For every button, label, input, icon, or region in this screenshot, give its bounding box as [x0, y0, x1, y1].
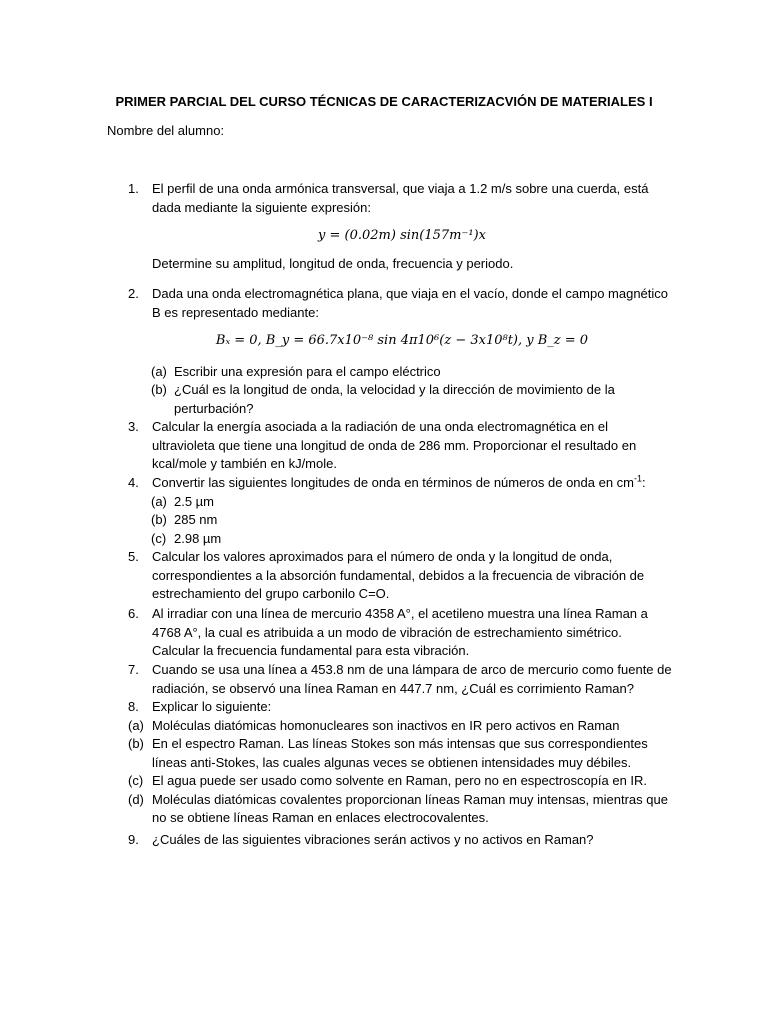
sub-item-text: ¿Cuál es la longitud de onda, la velocidad y la dirección de movimiento de la perturbación? [174, 382, 615, 416]
formula: Bₓ = 0, B_y = 66.7x10⁻⁸ sin 4π10⁶(z − 3x10⁸t), y B_z = 0 [215, 333, 589, 348]
sub-item-text: 2.98 µm [174, 530, 222, 546]
question-number: 1. [128, 181, 139, 196]
sub-item-text: Moléculas diatómicas homonucleares son inactivos en IR pero activos en Raman [152, 717, 620, 733]
sub-item-text: 2.5 µm [174, 493, 215, 509]
sub-item-label: (c) [128, 773, 144, 788]
sub-item-label: (b) [151, 382, 167, 397]
question-number: 6. [128, 606, 139, 621]
question-followup: Determine su amplitud, longitud de onda, frecuencia y periodo. [152, 255, 514, 271]
question-number: 5. [128, 549, 139, 564]
page-title: PRIMER PARCIAL DEL CURSO TÉCNICAS DE CARACTERIZACVIÓN DE MATERIALES I [115, 94, 653, 109]
question-number: 9. [128, 832, 139, 847]
sub-item-label: (a) [128, 717, 144, 733]
question-9 [0, 831, 768, 850]
sub-item-label: (c) [151, 530, 167, 546]
question-text: Calcular la energía asociada a la radiación de una onda electromagnética en el ultravioleta que tiene una longitud de onda de 286 mm. Proporcionar el resultado en kcal/mole y también en kJ/mole. [152, 419, 637, 471]
question-number: 3. [128, 419, 139, 434]
question-number: 4. [128, 475, 139, 490]
question-5 [0, 548, 768, 604]
question-text: Al irradiar con una línea de mercurio 4358 A°, el acetileno muestra una línea Raman a 4768 A°, la cual es atribuida a un modo de vibración de estrechamiento simétrico. Calcular la frecuencia fundamental para esta vibración. [152, 606, 648, 658]
question-8 [0, 698, 768, 828]
sub-item-label: (b) [128, 736, 144, 751]
sub-item-text: Escribir una expresión para el campo eléctrico [174, 363, 441, 379]
question-text: El perfil de una onda armónica transversal, que viaja a 1.2 m/s sobre una cuerda, está dada mediante la siguiente expresión: [152, 181, 649, 215]
question-4 [0, 474, 768, 548]
question-text: Calcular los valores aproximados para el número de onda y la longitud de onda, correspondientes a la absorción fundamental, debidos a la frecuencia de vibración de estrechamiento del grupo carbonilo C=O. [152, 549, 645, 601]
sub-item-text: 285 nm [174, 512, 218, 527]
question-number: 2. [128, 286, 139, 301]
sub-item-text: En el espectro Raman. Las líneas Stokes son más intensas que sus correspondientes líneas anti-Stokes, las cuales algunas veces se obtienen intensidades muy débiles. [152, 736, 648, 770]
formula: y = (0.02m) sin(157m⁻¹)x [318, 228, 486, 243]
sub-item-label: (a) [151, 363, 167, 379]
question-6 [0, 605, 768, 661]
question-3 [0, 418, 768, 474]
sub-item-label: (a) [151, 493, 167, 509]
question-text: Explicar lo siguiente: [152, 699, 272, 714]
question-text: ¿Cuáles de las siguientes vibraciones serán activos y no activos en Raman? [152, 832, 594, 847]
sub-item-text: Moléculas diatómicas covalentes proporcionan líneas Raman muy intensas, mientras que no se obtiene líneas Raman en enlaces electrocovalentes. [152, 791, 668, 825]
question-number: 7. [128, 662, 139, 677]
sub-item-label: (d) [128, 791, 144, 807]
question-text: Convertir las siguientes longitudes de onda en términos de números de onda en $cm^{-1}$: [152, 473, 646, 490]
question-2 [0, 285, 768, 418]
question-text: Dada una onda electromagnética plana, que viaja en el vacío, donde el campo magnético B es representado mediante: [152, 286, 669, 320]
question-1 [0, 180, 768, 273]
sub-item-text: El agua puede ser usado como solvente en Raman, pero no en espectroscopía en IR. [152, 773, 648, 788]
question-7 [0, 661, 768, 698]
question-text: Cuando se usa una línea a 453.8 nm de una lámpara de arco de mercurio como fuente de radiación, se observó una línea Raman en 447.7 nm, ¿Cuál es corrimiento Raman? [152, 662, 672, 696]
question-number: 8. [128, 699, 139, 714]
sub-item-label: (b) [151, 512, 167, 527]
student-name-label: Nombre del alumno: [107, 123, 225, 138]
